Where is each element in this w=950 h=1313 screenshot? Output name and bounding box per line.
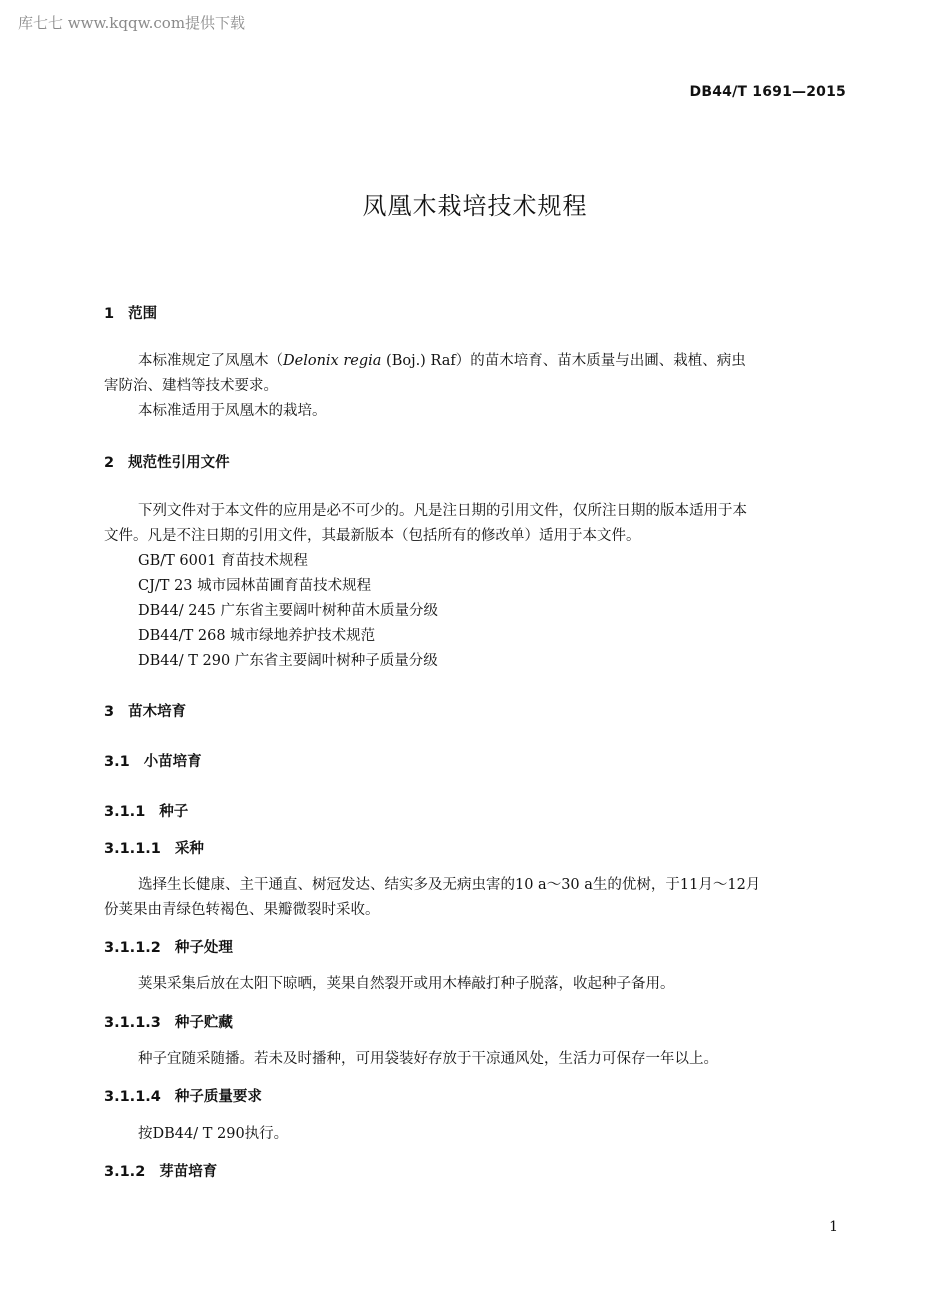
section-title: 苗木培育 [128,704,187,720]
section-number: 3.1.1.1 [104,841,161,857]
section-title: 采种 [174,841,204,857]
page-title: 凤凰木栽培技术规程 [362,192,588,220]
reference-item: CJ/T 23 城市园林苗圃育苗技术规程 [138,578,372,594]
section-title: 种子质量要求 [174,1089,262,1105]
section-title: 种子贮藏 [174,1015,233,1031]
section-3-1-1-2-heading [104,936,233,957]
section-number: 3.1.1.3 [104,1015,161,1031]
section-2-heading [104,451,230,472]
section-title: 小苗培育 [143,754,202,770]
section-3-1-heading [104,750,202,771]
section-3-1-2-heading [104,1160,217,1181]
section-1-paragraph-1-line-1 [138,349,746,370]
section-2-paragraph-line-2: 文件。凡是不注日期的引用文件，其最新版本（包括所有的修改单）适用于本文件。 [104,528,641,544]
section-3-1-1-heading [104,800,188,821]
section-2-paragraph-line-1: 下列文件对于本文件的应用是必不可少的。凡是注日期的引用文件，仅所注日期的版本适用于本 [138,503,747,519]
section-number: 2 [104,455,115,471]
latin-name: Delonix regia [283,353,382,369]
page-number: 1 [829,1219,838,1235]
section-number: 3.1.1.4 [104,1089,161,1105]
section-3-1-1-1-paragraph-line-2: 份荚果由青绿色转褐色、果瓣微裂时采收。 [104,902,380,918]
text-segment: (Boj.) Raf）的苗木培育、苗木质量与出圃、栽植、病虫 [381,353,746,369]
section-3-1-1-3-heading [104,1011,233,1032]
section-number: 3.1.2 [104,1164,146,1180]
section-3-1-1-3-paragraph: 种子宜随采随播。若未及时播种，可用袋装好存放于干凉通风处，生活力可保存一年以上。 [138,1051,718,1067]
section-number: 3 [104,704,115,720]
section-3-1-1-4-heading [104,1085,262,1106]
section-1-paragraph-1-line-2: 害防治、建档等技术要求。 [104,378,278,394]
section-number: 1 [104,306,115,322]
section-1-heading [104,302,157,323]
section-title: 规范性引用文件 [128,455,230,471]
reference-item: GB/T 6001 育苗技术规程 [138,553,308,569]
section-3-1-1-4-paragraph: 按DB44/ T 290执行。 [138,1126,289,1142]
section-3-heading [104,700,186,721]
section-title: 芽苗培育 [159,1164,218,1180]
section-title: 种子 [159,804,189,820]
section-number: 3.1.1.2 [104,940,161,956]
document-number: DB44/T 1691—2015 [689,84,846,100]
section-3-1-1-1-paragraph-line-1: 选择生长健康、主干通直、树冠发达、结实多及无病虫害的10 a～30 a生的优树，于11月～12月 [138,877,761,893]
section-1-paragraph-2: 本标准适用于凤凰木的栽培。 [138,403,327,419]
section-title: 种子处理 [174,940,233,956]
reference-item: DB44/ 245 广东省主要阔叶树种苗木质量分级 [138,603,439,619]
reference-item: DB44/ T 290 广东省主要阔叶树种子质量分级 [138,653,438,669]
section-title: 范围 [128,306,158,322]
section-number: 3.1.1 [104,804,146,820]
section-3-1-1-1-heading [104,837,204,858]
reference-item: DB44/T 268 城市绿地养护技术规范 [138,628,376,644]
section-number: 3.1 [104,754,130,770]
text-segment: 本标准规定了凤凰木（ [138,353,283,369]
watermark-text: 库七七 www.kqqw.com提供下载 [18,14,246,32]
section-3-1-1-2-paragraph: 荚果采集后放在太阳下晾晒，荚果自然裂开或用木棒敲打种子脱落，收起种子备用。 [138,976,675,992]
